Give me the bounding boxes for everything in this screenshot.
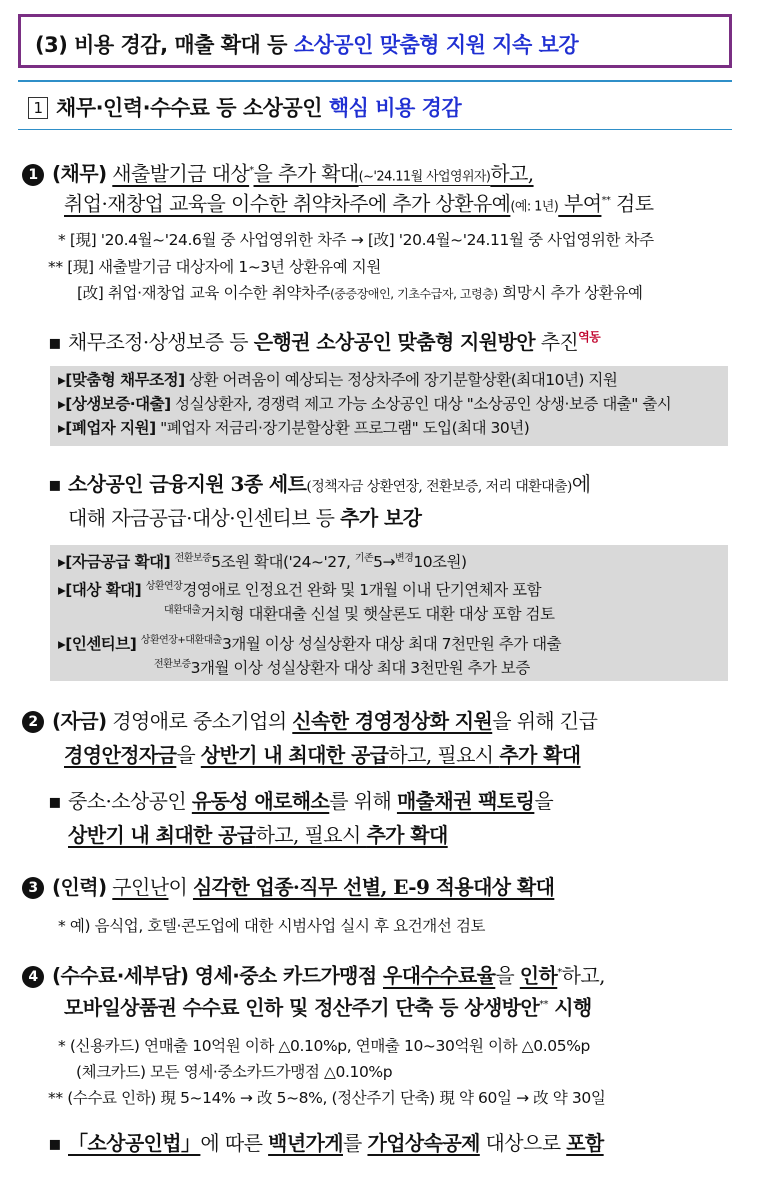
item-1-text-b: 을 추가 확대 bbox=[253, 161, 359, 186]
bullet-marker: ▪ bbox=[48, 330, 61, 354]
bullet-4-e: 가업상속공제 bbox=[367, 1131, 480, 1155]
bullet-2-c: 에 bbox=[571, 472, 591, 496]
bullet-2-b: (정책자금 상환연장, 전환보증, 저리 대환대출) bbox=[306, 479, 572, 495]
bullet-marker: ▪ bbox=[48, 789, 61, 813]
item-1-line-2 bbox=[64, 186, 653, 223]
detail-key: ▸[맞춤형 채무조정] bbox=[58, 371, 185, 389]
detail-key: ▸[자금공급 확대] bbox=[58, 553, 171, 572]
item-1-note-2b-paren: (중증장애인, 기초수급자, 고령층) bbox=[330, 287, 498, 301]
detail-box-2 bbox=[50, 545, 728, 681]
bullet-1-c: 추진 bbox=[534, 330, 579, 354]
detail-text: 성실상환자, 경쟁력 제고 가능 소상공인 대상 "소상공인 상생·보증 대출" 출시 bbox=[170, 395, 672, 413]
bullet-3-line-1 bbox=[48, 786, 553, 816]
bullet-3-a: 중소·소상공인 bbox=[68, 789, 192, 813]
bullet-3-g: 하고, 필요시 bbox=[255, 823, 367, 847]
item-4-tag: (수수료·세부담) bbox=[52, 963, 189, 988]
number-2-icon: 2 bbox=[22, 711, 44, 733]
item-4-b: 우대수수료율 bbox=[382, 963, 496, 988]
number-4-icon: 4 bbox=[22, 966, 44, 988]
item-1-line2-b: (예: 1년) bbox=[510, 199, 559, 215]
bullet-1-a: 채무조정·상생보증 등 bbox=[68, 330, 254, 354]
bullet-2-a: 소상공인 금융지원 3종 세트 bbox=[68, 472, 307, 496]
detail-sup: 상환연장 bbox=[145, 581, 183, 592]
bullet-marker: ▪ bbox=[48, 472, 61, 496]
bullet-3-line-2 bbox=[68, 820, 448, 850]
item-3-note: * 예) 음식업, 호텔·콘도업에 대한 시범사업 실시 후 요건개선 검토 bbox=[58, 917, 486, 935]
item-4-note-3: ** (수수료 인하) 現 5~14% → 改 5~8%, (정산주기 단축) 現 약 60일 → 改 약 30일 bbox=[48, 1089, 606, 1107]
item-1-line2-sup: ** bbox=[601, 195, 611, 206]
detail-sup: 변경 bbox=[395, 553, 414, 564]
bullet-4-c: 백년가게 bbox=[268, 1131, 343, 1155]
bullet-2-line-2 bbox=[68, 503, 421, 533]
item-4-line-1 bbox=[22, 958, 605, 991]
item-1-line2-d: 검토 bbox=[610, 191, 654, 216]
bullet-4-a: 「소상공인법」 bbox=[68, 1131, 201, 1155]
bullet-2-line-1 bbox=[48, 469, 591, 502]
bullet-2-d: 대해 자금공급·대상·인센티브 등 bbox=[68, 506, 341, 530]
item-1-note-2b-end: 희망시 추가 상환유예 bbox=[497, 284, 643, 302]
item-4-e: 하고, bbox=[561, 963, 605, 988]
item-4-g: 시행 bbox=[547, 995, 592, 1020]
detail-row bbox=[50, 392, 728, 416]
detail-text: 5조원 확대('24~'27, bbox=[211, 553, 355, 572]
item-2-c: 을 위해 긴급 bbox=[492, 709, 598, 733]
bullet-4-d: 를 bbox=[342, 1131, 368, 1155]
section-title-box bbox=[18, 14, 732, 68]
detail-row bbox=[50, 368, 728, 392]
detail-sup: 대환대출 bbox=[164, 605, 201, 616]
bullet-4 bbox=[48, 1128, 604, 1158]
bullet-marker: ▪ bbox=[48, 1131, 61, 1155]
detail-text: 5→ bbox=[373, 553, 395, 572]
detail-row bbox=[50, 575, 728, 599]
item-1-note-1: * [現] '20.4월~'24.6월 중 사업영위한 차주 → [改] '20.4월~'24.11월 중 사업영위한 차주 bbox=[58, 231, 654, 249]
detail-sup: 전환보증 bbox=[174, 553, 212, 564]
detail-text: 3개월 이상 성실상환자 대상 최대 3천만원 추가 보증 bbox=[190, 659, 530, 678]
detail-text: 10조원) bbox=[413, 553, 467, 572]
item-2-f: 상반기 내 최대한 공급 bbox=[200, 743, 389, 767]
detail-key: ▸[인센티브] bbox=[58, 635, 137, 654]
item-2-g: 하고, 필요시 bbox=[388, 743, 500, 767]
detail-key: ▸[폐업자 지원] bbox=[58, 419, 156, 437]
detail-row bbox=[50, 547, 728, 571]
item-4-a: 영세·중소 카드가맹점 bbox=[188, 963, 383, 988]
item-2-line-1 bbox=[22, 706, 597, 736]
item-3-line-1 bbox=[22, 872, 554, 902]
bullet-3-d: 매출채권 팩토링 bbox=[396, 789, 535, 813]
bullet-2-e: 추가 보강 bbox=[340, 506, 422, 530]
section-title-highlight: 소상공인 맞춤형 지원 지속 보강 bbox=[293, 33, 579, 57]
detail-row bbox=[50, 629, 728, 653]
item-4-f: 모바일상품권 수수료 인하 및 정산주기 단축 등 상생방안 bbox=[64, 995, 540, 1020]
detail-sup: 상환연장+대환대출 bbox=[140, 635, 222, 646]
bullet-1 bbox=[48, 322, 600, 357]
bullet-3-e: 을 bbox=[534, 789, 554, 813]
item-2-line-2 bbox=[64, 740, 581, 770]
item-2-e: 을 bbox=[176, 743, 201, 767]
item-1-text-c: (~'24.11월 사업영위자) bbox=[358, 169, 491, 185]
item-1-note-2b-text: [改] 취업·재창업 교육 이수한 취약차주 bbox=[77, 284, 331, 302]
detail-text: 경영애로 인정요건 완화 및 1개월 이내 단기연체자 포함 bbox=[182, 581, 542, 600]
detail-text: 3개월 이상 성실상환자 대상 최대 7천만원 추가 대출 bbox=[221, 635, 562, 654]
item-4-line-2 bbox=[64, 990, 592, 1023]
item-2-tag: (자금) bbox=[52, 709, 107, 733]
item-4-note-2: (체크카드) 모든 영세·중소카드가맹점 △0.10%p bbox=[76, 1063, 393, 1081]
detail-row bbox=[50, 416, 728, 440]
detail-sup: 전환보증 bbox=[154, 659, 191, 670]
bullet-4-f: 대상으로 bbox=[479, 1131, 567, 1155]
number-1-icon: 1 bbox=[22, 164, 44, 186]
item-1-note-2a: ** [現] 새출발기금 대상자에 1~3년 상환유예 지원 bbox=[48, 258, 381, 276]
item-4-d: 인하 bbox=[519, 963, 558, 988]
item-1-note-2b bbox=[77, 281, 643, 306]
subsection-title bbox=[18, 80, 732, 130]
item-3-c: 심각한 업종·직무 선별, E-9 적용대상 확대 bbox=[192, 875, 555, 899]
section-title-prefix: (3) 비용 경감, 매출 확대 등 bbox=[35, 33, 294, 57]
item-2-h: 추가 확대 bbox=[499, 743, 581, 767]
item-1-text-d: 하고, bbox=[490, 161, 534, 186]
item-4-sup: * bbox=[557, 967, 562, 978]
item-2-b: 신속한 경영정상화 지원 bbox=[292, 709, 493, 733]
item-1-sup: * bbox=[249, 165, 254, 176]
detail-text: 상환 어려움이 예상되는 정상차주에 장기분할상환(최대10년) 지원 bbox=[184, 371, 618, 389]
bullet-4-b: 에 따른 bbox=[200, 1131, 269, 1155]
item-3-b: 이 bbox=[168, 875, 193, 899]
bullet-4-g: 포함 bbox=[566, 1131, 604, 1155]
detail-text: "폐업자 저금리·장기분할상환 프로그램" 도입(최대 30년) bbox=[155, 419, 530, 437]
number-3-icon: 3 bbox=[22, 877, 44, 899]
subsection-highlight: 핵심 비용 경감 bbox=[328, 96, 462, 120]
detail-row bbox=[50, 599, 728, 623]
item-2-a: 경영애로 중소기업의 bbox=[112, 709, 293, 733]
item-4-c: 을 bbox=[495, 963, 520, 988]
detail-text: 거치형 대환대출 신설 및 햇살론도 대환 대상 포함 검토 bbox=[200, 605, 555, 624]
bullet-1-sup: 역동 bbox=[578, 330, 601, 344]
detail-key: ▸[상생보증·대출] bbox=[58, 395, 171, 413]
bullet-1-b: 은행권 소상공인 맞춤형 지원방안 bbox=[253, 330, 535, 354]
item-4-note-1: * (신용카드) 연매출 10억원 이하 △0.10%p, 연매출 10~30억원 이하 △0.05%p bbox=[58, 1037, 590, 1055]
subsection-prefix: 채무·인력·수수료 등 소상공인 bbox=[56, 96, 329, 120]
detail-row bbox=[50, 653, 728, 677]
item-2-d: 경영안정자금 bbox=[64, 743, 177, 767]
item-1-text-a: 새출발기금 대상 bbox=[112, 161, 250, 186]
item-3-tag: (인력) bbox=[52, 875, 107, 899]
bullet-3-c: 를 위해 bbox=[329, 789, 397, 813]
item-1-line2-c: 부여 bbox=[558, 191, 602, 216]
item-4-sup2: ** bbox=[539, 999, 548, 1010]
item-1-line2-a: 취업·재창업 교육을 이수한 취약차주에 추가 상환유예 bbox=[64, 191, 511, 216]
detail-box-1 bbox=[50, 366, 728, 446]
detail-sup: 기존 bbox=[354, 553, 374, 564]
bullet-3-h: 추가 확대 bbox=[366, 823, 448, 847]
bullet-3-f: 상반기 내 최대한 공급 bbox=[68, 823, 256, 847]
bullet-3-b: 유동성 애로해소 bbox=[191, 789, 330, 813]
subsection-number: 1 bbox=[28, 97, 48, 119]
detail-key: ▸[대상 확대] bbox=[58, 581, 142, 600]
item-1-tag: (채무) bbox=[52, 161, 107, 186]
item-3-a: 구인난 bbox=[112, 875, 169, 899]
